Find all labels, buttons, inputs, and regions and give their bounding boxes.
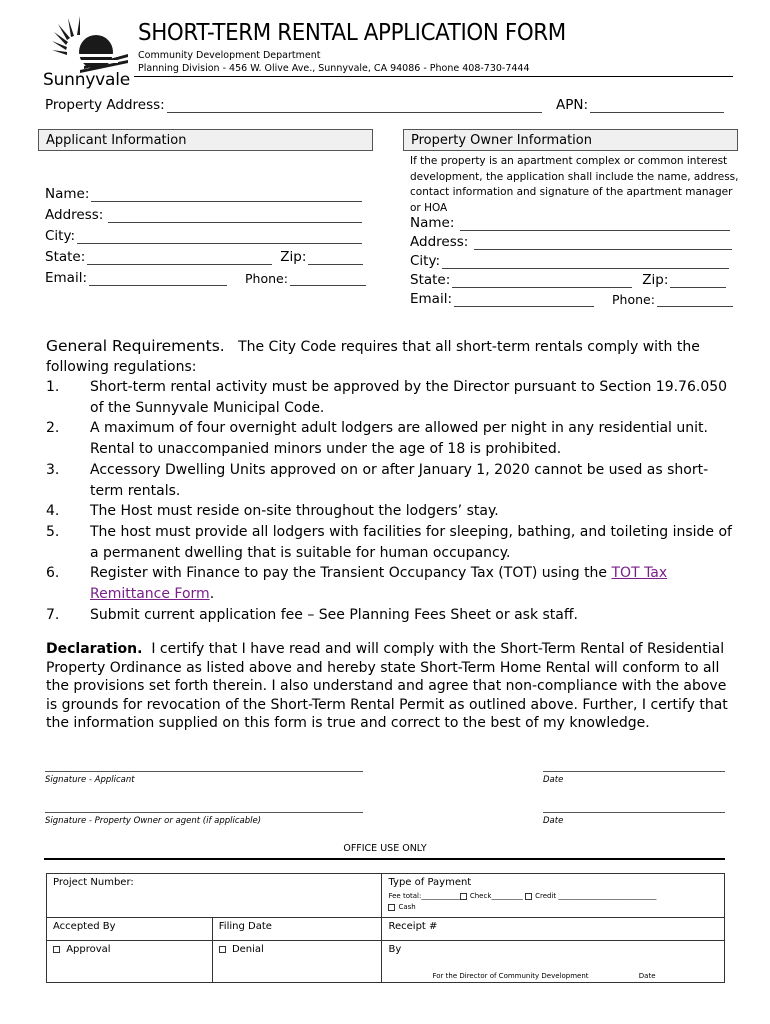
requirement-body: The host must provide all lodgers with facilities for sleeping, bathing, and toileting inside of a permanent dwelling that is suitable for human occupancy. [90, 523, 732, 561]
check-checkbox[interactable] [460, 893, 467, 900]
office-use-heading: OFFICE USE ONLY [343, 843, 427, 854]
requirement-number: 5. [46, 523, 60, 540]
requirement-body: The Host must reside on-site throughout the lodgers’ stay. [90, 503, 499, 520]
applicant-email-label: Email: [45, 270, 88, 286]
credit-checkbox[interactable] [525, 893, 532, 900]
requirement-number: 7. [46, 606, 60, 623]
applicant-city-field[interactable] [77, 230, 362, 244]
apn-row [556, 97, 724, 113]
fee-total-field[interactable]: Fee total:___________ [388, 892, 460, 900]
director-note [432, 972, 655, 980]
approval-label: Approval [66, 944, 111, 955]
denial-label: Denial [231, 944, 264, 955]
owner-city-field[interactable] [442, 255, 729, 269]
applicant-state-label: State: [45, 249, 86, 265]
requirement-number: 2. [46, 420, 60, 437]
applicant-name-row [45, 186, 362, 202]
requirement-number: 3. [46, 461, 60, 478]
requirement-body: Accessory Dwelling Units approved on or after January 1, 2020 cannot be used as short-term rentals. [90, 461, 709, 499]
office-use-table [46, 873, 725, 983]
declaration-text: I certify that I have read and will comply with the Short-Term Rental of Residential Property Ordinance as listed above and hereby state Short-Term Home Rental will conform to all the provisions set forth therein. I also understand and agree that non-compliance with the above is grounds for revocation of the Short-Term Rental Permit as outlined above. Further, I certify that the information supplied on this form is true and correct to the best of my knowledge. [46, 641, 728, 732]
owner-address-row [410, 234, 732, 250]
office-use-rule [44, 858, 725, 860]
by-label: By [388, 944, 402, 955]
owner-date-label: Date [543, 816, 564, 826]
director-note-label: For the Director of Community Development [432, 972, 589, 980]
requirement-text [90, 522, 736, 563]
credit-label: Credit ____________________________ [535, 892, 657, 900]
applicant-city-row [45, 228, 362, 244]
approval-cell [47, 941, 213, 983]
form-title: SHORT-TERM RENTAL APPLICATION FORM [138, 20, 566, 46]
owner-name-row [410, 215, 730, 231]
requirement-item [46, 605, 736, 626]
receipt-cell[interactable] [382, 918, 725, 941]
owner-note: If the property is an apartment complex or common interest development, the application shall include the name, address, contact information and signature of the apartment manager or HOA [410, 155, 739, 214]
property-address-row [45, 97, 542, 113]
requirement-text [90, 460, 736, 501]
requirement-body: A maximum of four overnight adult lodgers are allowed per night in any residential unit. Rental to unaccompanied minors under the age of 18 is prohibited. [90, 420, 708, 458]
apn-field[interactable] [590, 99, 724, 113]
declaration-heading: Declaration. [46, 641, 143, 657]
applicant-email-row [45, 270, 366, 286]
owner-phone-field[interactable] [657, 293, 733, 307]
property-address-label: Property Address: [45, 97, 165, 113]
applicant-phone-label: Phone: [245, 271, 288, 286]
sunnyvale-logo [40, 14, 136, 94]
applicant-state-row [45, 249, 363, 265]
requirement-item [46, 501, 736, 522]
owner-city-label: City: [410, 253, 441, 269]
owner-date-line[interactable] [543, 812, 725, 813]
accepted-by-label: Accepted By [53, 921, 116, 932]
cash-option [388, 903, 718, 911]
applicant-address-row [45, 207, 362, 223]
requirement-item [46, 460, 736, 501]
requirement-text [90, 605, 736, 626]
requirement-text [90, 377, 736, 418]
declaration [46, 640, 736, 733]
owner-email-label: Email: [410, 291, 453, 307]
apn-label: APN: [556, 97, 589, 113]
requirement-item [46, 522, 736, 563]
cash-checkbox[interactable] [388, 904, 395, 911]
check-label: Check_________ [469, 892, 523, 900]
requirements-list [46, 377, 736, 625]
owner-state-row [410, 272, 726, 288]
approval-checkbox[interactable] [53, 946, 60, 953]
filing-date-cell[interactable] [212, 918, 382, 941]
requirement-text [90, 563, 736, 604]
applicant-date-line[interactable] [543, 771, 725, 772]
requirement-text [90, 418, 736, 459]
requirement-body: Short-term rental activity must be approved by the Director pursuant to Section 19.76.050 of the Sunnyvale Municipal Code. [90, 379, 728, 416]
requirement-body: Submit current application fee – See Planning Fees Sheet or ask staff. [90, 606, 578, 623]
project-number-cell[interactable] [47, 874, 382, 918]
owner-email-field[interactable] [454, 293, 594, 307]
tot-tax-form-link[interactable]: TOT Tax Remittance Form [90, 565, 668, 603]
owner-name-label: Name: [410, 215, 455, 231]
owner-signature-line[interactable] [45, 812, 363, 813]
owner-zip-field[interactable] [670, 274, 726, 288]
owner-signature-label: Signature - Property Owner or agent (if applicable) [45, 816, 262, 826]
owner-state-field[interactable] [452, 274, 632, 288]
requirement-item [46, 377, 736, 418]
requirement-suffix: . [209, 586, 215, 603]
owner-phone-label: Phone: [612, 292, 655, 307]
applicant-address-field[interactable] [108, 209, 362, 223]
filing-date-label: Filing Date [218, 921, 272, 932]
cash-label: Cash [398, 903, 416, 911]
denial-cell [212, 941, 382, 983]
owner-city-row [410, 253, 729, 269]
payment-options [388, 892, 718, 900]
requirement-number: 1. [46, 379, 60, 395]
applicant-signature-label: Signature - Applicant [45, 775, 135, 785]
payment-type-cell [382, 874, 725, 918]
owner-address-label: Address: [410, 234, 469, 250]
applicant-name-label: Name: [45, 186, 90, 202]
logo-text: Sunnyvale [43, 70, 131, 90]
header-rule [134, 76, 733, 77]
requirement-text [90, 501, 736, 522]
requirements-heading: General Requirements. [46, 337, 225, 355]
owner-email-row [410, 291, 733, 307]
applicant-email-field[interactable] [89, 272, 227, 286]
department-name: Community Development Department [138, 50, 321, 61]
applicant-zip-field[interactable] [308, 251, 363, 265]
owner-section-header: Property Owner Information [403, 129, 738, 151]
requirement-number: 6. [46, 565, 60, 582]
director-date-label: Date [638, 972, 656, 980]
requirement-item [46, 563, 736, 604]
applicant-address-label: Address: [45, 207, 104, 223]
requirements-intro [46, 336, 736, 377]
requirement-item [46, 418, 736, 459]
owner-name-field[interactable] [460, 217, 730, 231]
requirement-body: Register with Finance to pay the Transient Occupancy Tax (TOT) using the [90, 565, 608, 582]
owner-zip-label: Zip: [642, 272, 669, 288]
receipt-label: Receipt # [388, 921, 438, 932]
director-signature-cell[interactable] [382, 941, 725, 983]
accepted-by-cell[interactable] [47, 918, 213, 941]
applicant-section-header: Applicant Information [38, 129, 373, 151]
applicant-name-field[interactable] [91, 188, 362, 202]
sun-rays-icon [40, 14, 136, 76]
owner-address-field[interactable] [474, 236, 732, 250]
owner-state-label: State: [410, 272, 451, 288]
division-address: Planning Division - 456 W. Olive Ave., Sunnyvale, CA 94086 - Phone 408-730-7444 [138, 63, 530, 74]
applicant-date-label: Date [543, 775, 564, 785]
applicant-zip-label: Zip: [280, 249, 307, 265]
applicant-phone-field[interactable] [290, 272, 366, 286]
applicant-state-field[interactable] [87, 251, 272, 265]
property-address-field[interactable] [167, 99, 542, 113]
applicant-city-label: City: [45, 228, 76, 244]
applicant-signature-line[interactable] [45, 771, 363, 772]
requirement-number: 4. [46, 503, 60, 520]
payment-type-label: Type of Payment [388, 877, 472, 888]
requirements-intro-text: The City Code requires that all short-term rentals comply with the following regulations: [46, 339, 700, 375]
denial-checkbox[interactable] [219, 946, 226, 953]
project-number-label: Project Number: [53, 877, 134, 888]
